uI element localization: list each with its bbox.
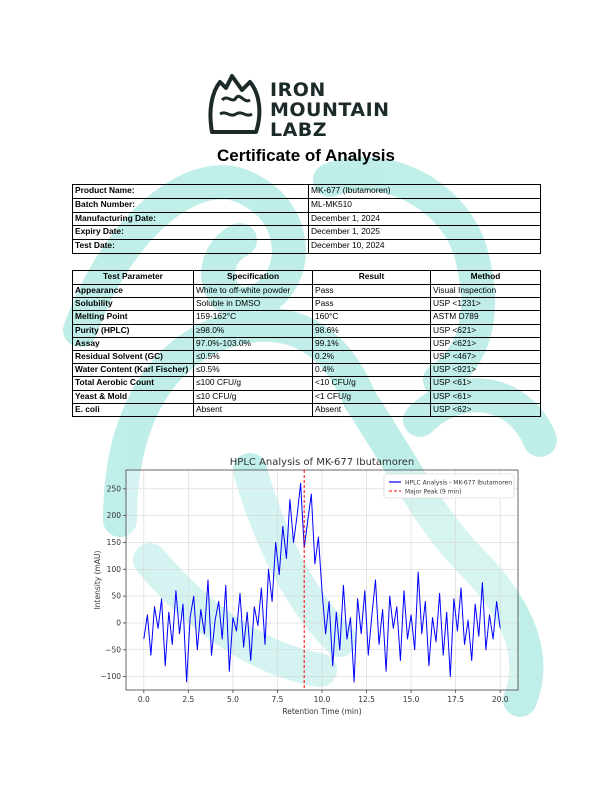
info-label: Product Name: bbox=[73, 185, 309, 199]
test-specification: 159-162°C bbox=[194, 311, 313, 324]
legend-label-peak: Major Peak (9 min) bbox=[405, 488, 462, 496]
test-specification: Absent bbox=[194, 403, 313, 416]
table-row bbox=[73, 298, 541, 311]
table-row bbox=[73, 212, 541, 226]
test-result: 99.1% bbox=[313, 337, 431, 350]
y-tick-label: −50 bbox=[105, 645, 121, 655]
document-title: Certificate of Analysis bbox=[217, 146, 395, 165]
brand-logo bbox=[206, 70, 406, 141]
info-label: Batch Number: bbox=[73, 198, 309, 212]
mountain-icon bbox=[206, 70, 266, 136]
test-result: <1 CFU/g bbox=[313, 390, 431, 403]
test-specification: 97.0%-103.0% bbox=[194, 337, 313, 350]
column-header: Method bbox=[431, 271, 541, 285]
chart-title: HPLC Analysis of MK-677 Ibutamoren bbox=[229, 457, 415, 468]
test-parameter: Appearance bbox=[73, 285, 194, 298]
legend-label-signal: HPLC Analysis - MK-677 Ibutamoren bbox=[405, 479, 513, 487]
table-row bbox=[73, 364, 541, 377]
test-method: ASTM D789 bbox=[431, 311, 541, 324]
x-tick-label: 2.5 bbox=[182, 695, 195, 704]
y-axis-label: Intensity (mAU) bbox=[93, 550, 102, 610]
column-header: Result bbox=[313, 271, 431, 285]
y-tick-label: 0 bbox=[116, 618, 121, 628]
test-parameter: Water Content (Karl Fischer) bbox=[73, 364, 194, 377]
test-parameter: Assay bbox=[73, 337, 194, 350]
brand-line-1: IRON bbox=[270, 79, 326, 101]
test-result: 98.6% bbox=[313, 324, 431, 337]
table-row bbox=[73, 390, 541, 403]
y-tick-label: 250 bbox=[106, 484, 121, 494]
test-result: <10 CFU/g bbox=[313, 377, 431, 390]
test-parameter: Melting Point bbox=[73, 311, 194, 324]
table-row bbox=[73, 198, 541, 212]
test-specification: ≤0.5% bbox=[194, 350, 313, 363]
info-value: ML-MK510 bbox=[309, 198, 541, 212]
x-tick-label: 12.5 bbox=[358, 695, 375, 704]
test-result: Pass bbox=[313, 298, 431, 311]
info-label: Manufacturing Date: bbox=[73, 212, 309, 226]
test-result: 0.2% bbox=[313, 350, 431, 363]
test-method: USP <467> bbox=[431, 350, 541, 363]
test-specification: ≥98.0% bbox=[194, 324, 313, 337]
info-label: Expiry Date: bbox=[73, 226, 309, 240]
y-tick-label: 50 bbox=[111, 591, 121, 601]
test-method: USP <921> bbox=[431, 364, 541, 377]
x-tick-label: 0.0 bbox=[137, 695, 150, 704]
brand-line-3: LABZ bbox=[270, 119, 328, 141]
test-method: USP <61> bbox=[431, 390, 541, 403]
x-tick-label: 5.0 bbox=[226, 695, 239, 704]
test-parameter: Solubility bbox=[73, 298, 194, 311]
test-method: USP <1231> bbox=[431, 298, 541, 311]
test-specification: ≤10 CFU/g bbox=[194, 390, 313, 403]
hplc-chart-svg bbox=[88, 452, 528, 720]
test-parameter: E. coli bbox=[73, 403, 194, 416]
test-result: Absent bbox=[313, 403, 431, 416]
info-value: MK-677 (Ibutamoren) bbox=[309, 185, 541, 199]
x-tick-label: 15.0 bbox=[402, 695, 420, 704]
test-result: Pass bbox=[313, 285, 431, 298]
column-header: Specification bbox=[194, 271, 313, 285]
x-tick-label: 7.5 bbox=[271, 695, 284, 704]
y-tick-label: −100 bbox=[100, 672, 121, 682]
table-row bbox=[73, 403, 541, 416]
test-parameter: Total Aerobic Count bbox=[73, 377, 194, 390]
brand-line-2: MOUNTAIN bbox=[270, 99, 390, 121]
x-tick-label: 10.0 bbox=[313, 695, 331, 704]
y-tick-label: 150 bbox=[106, 537, 121, 547]
y-tick-label: 200 bbox=[106, 511, 121, 521]
test-specification: ≤0.5% bbox=[194, 364, 313, 377]
info-value: December 10, 2024 bbox=[309, 240, 541, 254]
table-row bbox=[73, 311, 541, 324]
x-tick-label: 17.5 bbox=[447, 695, 464, 704]
product-info-table bbox=[72, 184, 541, 254]
test-method: USP <621> bbox=[431, 337, 541, 350]
table-row bbox=[73, 240, 541, 254]
table-row bbox=[73, 226, 541, 240]
table-row bbox=[73, 377, 541, 390]
y-tick-label: 100 bbox=[106, 564, 121, 574]
test-specification: White to off-white powder bbox=[194, 285, 313, 298]
test-result: 0.4% bbox=[313, 364, 431, 377]
hplc-chart bbox=[88, 452, 528, 720]
test-result: 160°C bbox=[313, 311, 431, 324]
info-value: December 1, 2024 bbox=[309, 212, 541, 226]
table-row bbox=[73, 337, 541, 350]
table-header-row bbox=[73, 271, 541, 285]
test-method: USP <62> bbox=[431, 403, 541, 416]
test-method: USP <621> bbox=[431, 324, 541, 337]
test-method: USP <61> bbox=[431, 377, 541, 390]
test-parameter: Yeast & Mold bbox=[73, 390, 194, 403]
test-parameter: Purity (HPLC) bbox=[73, 324, 194, 337]
column-header: Test Parameter bbox=[73, 271, 194, 285]
table-row bbox=[73, 324, 541, 337]
test-parameter: Residual Solvent (GC) bbox=[73, 350, 194, 363]
test-method: Visual Inspection bbox=[431, 285, 541, 298]
test-specification: Soluble in DMSO bbox=[194, 298, 313, 311]
test-specification: ≤100 CFU/g bbox=[194, 377, 313, 390]
x-tick-label: 20.0 bbox=[491, 695, 509, 704]
table-row bbox=[73, 285, 541, 298]
table-row bbox=[73, 350, 541, 363]
info-value: December 1, 2025 bbox=[309, 226, 541, 240]
info-label: Test Date: bbox=[73, 240, 309, 254]
test-results-table bbox=[72, 270, 541, 417]
table-row bbox=[73, 185, 541, 199]
x-axis-label: Retention Time (min) bbox=[282, 707, 362, 716]
